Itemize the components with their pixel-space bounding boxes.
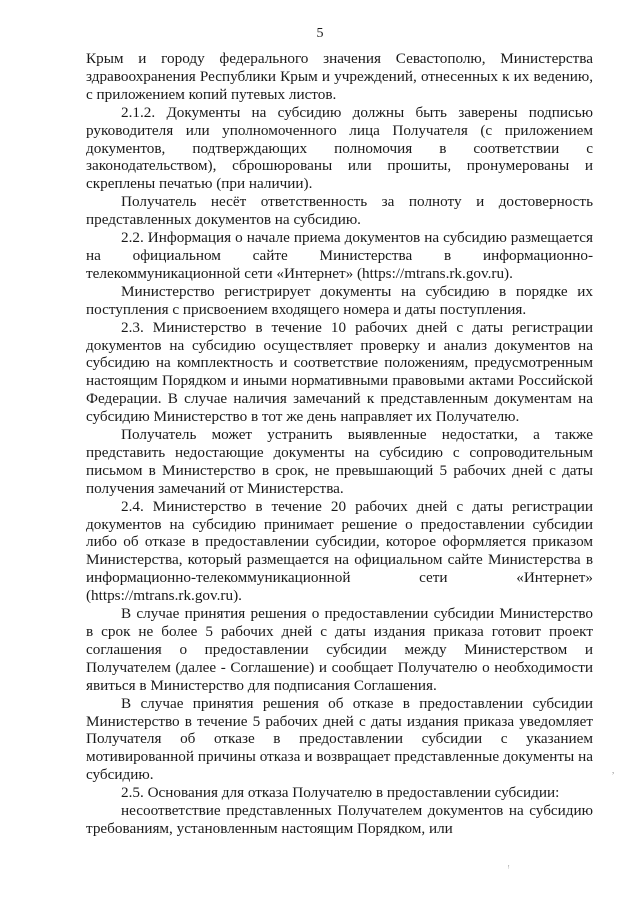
paragraph-2-1-2: 2.1.2. Документы на субсидию должны быть заверены подписью руководителя или уполномоченного лица Получателя (с приложением документов, подтверждающих полномочия в соответствии с законодательством), сброшюрованы или прошиты, пронумерованы и скреплены печатью (при наличии). bbox=[86, 103, 593, 193]
paragraph-2-2: 2.2. Информация о начале приема документов на субсидию размещается на официальном сайте Министерства в информационно-телекоммуникационной сети «Интернет» (https://mtrans.rk.gov.ru). bbox=[86, 229, 593, 282]
scan-speck: , bbox=[612, 765, 615, 775]
page-number: 5 bbox=[316, 26, 324, 41]
document-body bbox=[86, 50, 593, 838]
paragraph-grounds-first: несоответствие представленных Получателем документов на субсидию требованиям, установленным настоящим Порядком, или bbox=[86, 802, 593, 837]
paragraph-refusal: В случае принятия решения об отказе в предоставлении субсидии Министерство в течение 5 рабочих дней с даты издания приказа уведомляет Получателя об отказе в предоставлении субсидии с указанием мотивированной причины отказа и возвращает представленные документы на субсидию. bbox=[86, 694, 593, 784]
paragraph-2-3: 2.3. Министерство в течение 10 рабочих дней с даты регистрации документов на субсидию осуществляет проверку и анализ документов на субсидию на комплектность и соответствие положениям, предусмотренным настоящим Порядком и иными нормативными правовыми актами Российской Федерации. В случае наличия замечаний к представленным документам на субсидию Министерство в тот же день направляет их Получателю. bbox=[86, 318, 593, 426]
paragraph-remedy: Получатель может устранить выявленные недостатки, а также представить недостающие документы на субсидию с сопроводительным письмом в Министерство в срок, не превышающий 5 рабочих дней с даты получения замечаний от Министерства. bbox=[86, 426, 593, 497]
paragraph-responsibility: Получатель несёт ответственность за полноту и достоверность представленных документов на субсидию. bbox=[86, 193, 593, 229]
paragraph-2-4: 2.4. Министерство в течение 20 рабочих дней с даты регистрации документов на субсидию принимает решение о предоставлении субсидии либо об отказе в предоставлении субсидии, которое оформляется приказом Министерства, который размещается на официальном сайте Министерства в информационно-телекоммуникационной сети «Интернет» (https://mtrans.rk.gov.ru). bbox=[86, 497, 593, 605]
scan-speck: ᵎ bbox=[508, 862, 510, 872]
paragraph-2-5: 2.5. Основания для отказа Получателю в предоставлении субсидии: bbox=[121, 784, 560, 802]
paragraph-approval: В случае принятия решения о предоставлении субсидии Министерство в срок не более 5 рабочих дней с даты издания приказа готовит проект соглашения о предоставлении субсидии между Министерством и Получателем (далее - Соглашение) и сообщает Получателю о необходимости явиться в Министерство для подписания Соглашения. bbox=[86, 605, 593, 694]
paragraph-continuation: Крым и городу федерального значения Севастополю, Министерства здравоохранения Республики Крым и учреждений, отнесенных к их ведению, с приложением копий путевых листов. bbox=[86, 50, 593, 103]
paragraph-registration: Министерство регистрирует документы на субсидию в порядке их поступления с присвоением входящего номера и даты поступления. bbox=[86, 282, 593, 318]
